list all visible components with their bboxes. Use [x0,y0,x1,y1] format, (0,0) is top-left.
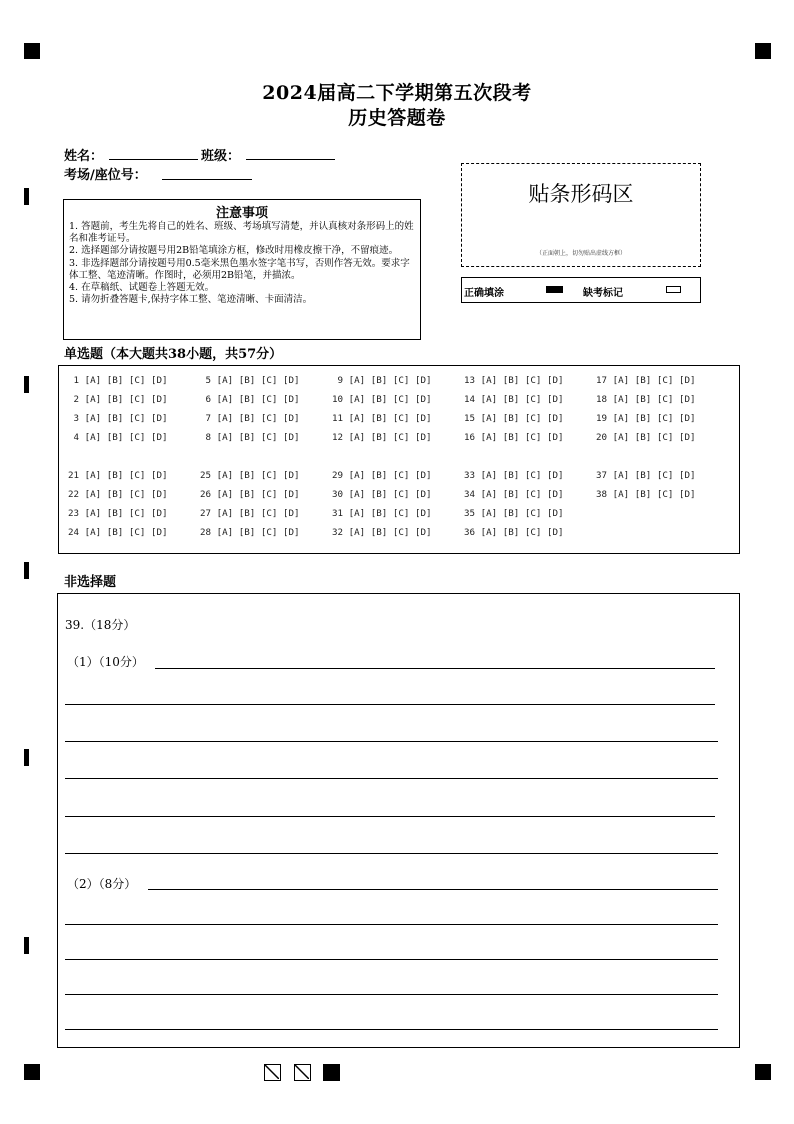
registration-mark-top-right [755,43,771,59]
mcq-question-13[interactable]: 13 [A] [B] [C] [D] [464,375,564,386]
barcode-area [461,163,701,267]
notice-heading: 注意事项 [215,206,268,221]
mcq-question-10[interactable]: 10 [A] [B] [C] [D] [332,394,432,405]
filled-box-icon [546,286,563,293]
answer-line[interactable] [65,994,718,995]
notice-item: 3. 非选择题部分请按题号用0.5毫米黑色墨水签字笔书写，否则作答无效。要求字体工整、笔迹清晰。作图时，必须用2B铅笔，并描浓。 [69,257,410,281]
mcq-question-3[interactable]: 3 [A] [B] [C] [D] [68,413,168,424]
answer-line[interactable] [65,778,718,779]
mcq-question-5[interactable]: 5 [A] [B] [C] [D] [200,375,300,386]
mcq-question-20[interactable]: 20 [A] [B] [C] [D] [596,432,696,443]
mcq-question-19[interactable]: 19 [A] [B] [C] [D] [596,413,696,424]
answer-line[interactable] [65,704,715,705]
mcq-question-31[interactable]: 31 [A] [B] [C] [D] [332,508,432,519]
absent-box-icon[interactable] [666,286,681,293]
mcq-question-25[interactable]: 25 [A] [B] [C] [D] [200,470,300,481]
answer-line[interactable] [65,816,715,817]
name-field[interactable] [109,159,198,160]
mcq-question-30[interactable]: 30 [A] [B] [C] [D] [332,489,432,500]
seat-field[interactable] [162,179,252,180]
mcq-question-22[interactable]: 22 [A] [B] [C] [D] [68,489,168,500]
mcq-question-24[interactable]: 24 [A] [B] [C] [D] [68,527,168,538]
part-2-label: （2）（8分） [67,877,137,891]
mcq-question-32[interactable]: 32 [A] [B] [C] [D] [332,527,432,538]
mcq-question-6[interactable]: 6 [A] [B] [C] [D] [200,394,300,405]
mcq-question-16[interactable]: 16 [A] [B] [C] [D] [464,432,564,443]
answer-line[interactable] [65,1029,718,1030]
absent-mark-label: 缺考标记 [583,288,623,299]
timing-mark [24,562,29,579]
mcq-question-37[interactable]: 37 [A] [B] [C] [D] [596,470,696,481]
essay-answer-box [57,593,740,1048]
mcq-question-4[interactable]: 4 [A] [B] [C] [D] [68,432,168,443]
answer-line[interactable] [65,741,718,742]
exam-subtitle: 历史答题卷 [348,107,446,129]
mcq-question-11[interactable]: 11 [A] [B] [C] [D] [332,413,432,424]
mcq-question-2[interactable]: 2 [A] [B] [C] [D] [68,394,168,405]
exam-title: 2024届高二下学期第五次段考 [262,82,532,104]
registration-mark-bottom-left [24,1064,40,1080]
notice-item: 1. 答题前，考生先将自己的姓名、班级、考场填写清楚，并认真核对条形码上的姓名和准考证号。 [69,221,414,245]
mcq-question-9[interactable]: 9 [A] [B] [C] [D] [332,375,432,386]
timing-mark [24,376,29,393]
mcq-heading: 单选题（本大题共38小题，共57分） [64,347,283,362]
mcq-question-26[interactable]: 26 [A] [B] [C] [D] [200,489,300,500]
answer-line[interactable] [148,889,718,890]
answer-line[interactable] [65,853,718,854]
registration-mark-bottom-right [755,1064,771,1080]
mcq-question-14[interactable]: 14 [A] [B] [C] [D] [464,394,564,405]
name-label: 姓名： [64,149,104,164]
mcq-question-28[interactable]: 28 [A] [B] [C] [D] [200,527,300,538]
mcq-question-18[interactable]: 18 [A] [B] [C] [D] [596,394,696,405]
barcode-hint: （正面朝上，切勿贴出虚线方框） [535,250,626,257]
mcq-question-1[interactable]: 1 [A] [B] [C] [D] [68,375,168,386]
notice-item: 5. 请勿折叠答题卡,保持字体工整、笔迹清晰、卡面清洁。 [69,294,313,306]
notice-item: 4. 在草稿纸、试题卷上答题无效。 [69,282,215,294]
registration-mark-top-left [24,43,40,59]
mcq-question-23[interactable]: 23 [A] [B] [C] [D] [68,508,168,519]
answer-line[interactable] [155,668,715,669]
mcq-answer-grid [58,365,740,554]
mcq-question-38[interactable]: 38 [A] [B] [C] [D] [596,489,696,500]
mcq-question-35[interactable]: 35 [A] [B] [C] [D] [464,508,564,519]
answer-line[interactable] [65,959,718,960]
answer-line[interactable] [65,924,718,925]
notice-item: 2. 选择题部分请按题号用2B铅笔填涂方框，修改时用橡皮擦干净，不留痕迹。 [69,245,399,257]
mcq-question-8[interactable]: 8 [A] [B] [C] [D] [200,432,300,443]
page-mark-filled-icon [323,1064,340,1081]
mcq-question-29[interactable]: 29 [A] [B] [C] [D] [332,470,432,481]
mcq-question-27[interactable]: 27 [A] [B] [C] [D] [200,508,300,519]
correct-fill-label: 正确填涂 [464,288,504,299]
barcode-label: 贴条形码区 [528,182,634,206]
fill-legend [461,277,701,303]
mcq-question-21[interactable]: 21 [A] [B] [C] [D] [68,470,168,481]
mcq-question-17[interactable]: 17 [A] [B] [C] [D] [596,375,696,386]
notice-box [63,199,421,340]
timing-mark [24,188,29,205]
class-field[interactable] [246,159,335,160]
page-mark-slash-icon [294,1064,311,1081]
mcq-question-33[interactable]: 33 [A] [B] [C] [D] [464,470,564,481]
seat-label: 考场/座位号： [64,168,147,183]
mcq-question-15[interactable]: 15 [A] [B] [C] [D] [464,413,564,424]
mcq-question-12[interactable]: 12 [A] [B] [C] [D] [332,432,432,443]
class-label: 班级： [201,149,241,164]
part-1-label: （1）（10分） [67,655,144,669]
mcq-question-34[interactable]: 34 [A] [B] [C] [D] [464,489,564,500]
timing-mark [24,937,29,954]
essay-heading: 非选择题 [64,575,117,590]
mcq-question-36[interactable]: 36 [A] [B] [C] [D] [464,527,564,538]
timing-mark [24,749,29,766]
mcq-question-7[interactable]: 7 [A] [B] [C] [D] [200,413,300,424]
page-mark-slash-icon [264,1064,281,1081]
question-39-label: 39.（18分） [65,618,136,632]
